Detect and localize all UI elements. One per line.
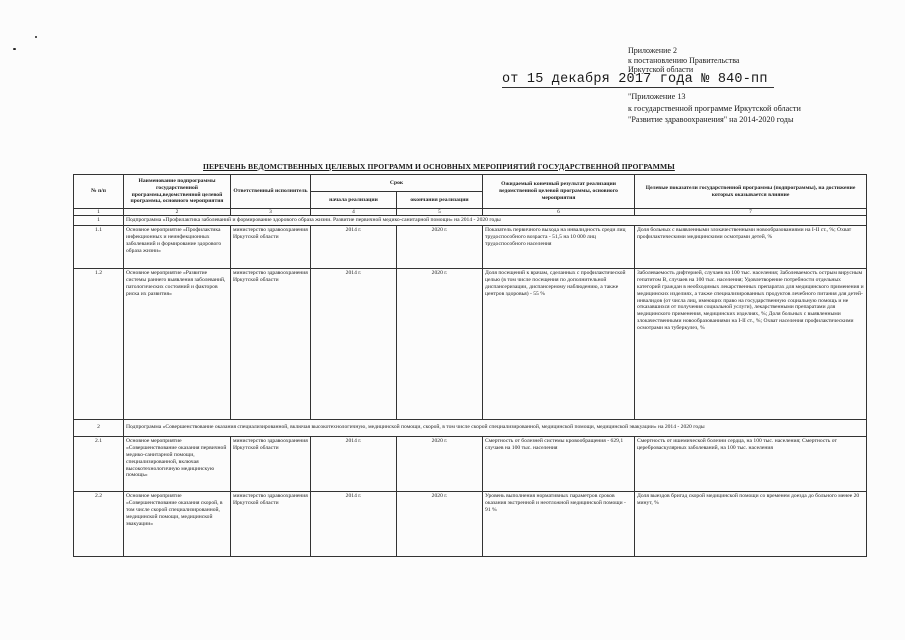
row-num: 2.2 xyxy=(74,491,124,556)
row-result: Показатель первичного выхода на инвалидность среди лиц трудоспособного возраста - 51,5 на 10 000 лиц трудоспособного населения xyxy=(483,225,635,268)
row-num: 1.1 xyxy=(74,225,124,268)
table-row xyxy=(74,436,867,491)
row-result: Доля посещений к врачам, сделанных с профилактической целью (в том числе посещения по дополнительной диспансеризации, диспансерному наблюдению, а также центров здоровья) - 55 % xyxy=(483,268,635,419)
col-number: 3 xyxy=(231,209,311,216)
header-name: Наименование подпрограммы государственной программы,ведомственной целевой программы, основного мероприятия xyxy=(124,175,231,209)
row-start: 2014 г. xyxy=(311,225,397,268)
appendix-line-2: к постановлению Правительства xyxy=(628,55,740,65)
subprogram-row xyxy=(74,216,867,226)
row-start: 2014 г. xyxy=(311,268,397,419)
subprogram-row xyxy=(74,419,867,436)
row-executor: министерство здравоохранения Иркутской области xyxy=(231,436,311,491)
row-start: 2014 г. xyxy=(311,491,397,556)
row-indicators: Смертность от ишемической болезни сердца, на 100 тыс. населения; Смертность от цереброваскулярных заболеваний, на 100 тыс. населения xyxy=(635,436,867,491)
header-num: № п/п xyxy=(74,175,124,209)
row-num: 2.1 xyxy=(74,436,124,491)
subprogram-title: Подпрограмма «Совершенствование оказания специализированной, включая высокотехнологичную, медицинской помощи, скорой, в том числе скорой специализированной, медицинской помощи, медицинской эвакуации» на 2014 - 2020 годы xyxy=(124,419,867,436)
subprogram-num: 1 xyxy=(74,216,124,226)
annex-line-1: "Приложение 13 xyxy=(628,92,686,101)
row-executor: министерство здравоохранения Иркутской области xyxy=(231,491,311,556)
row-end: 2020 г. xyxy=(397,225,483,268)
row-name: Основное мероприятие «Совершенствование оказания первичной медико-санитарной помощи, специализированной, включая высокотехнологичную медицинскую помощь» xyxy=(124,436,231,491)
subprogram-num: 2 xyxy=(74,419,124,436)
row-indicators: Доля выездов бригад скорой медицинской помощи со временем доезда до больного менее 20 минут, % xyxy=(635,491,867,556)
row-executor: министерство здравоохранения Иркутской области xyxy=(231,225,311,268)
row-indicators: Доля больных с выявленными злокачественными новообразованиями на I-II ст., %; Охват профилактическими медицинскими осмотрами детей, % xyxy=(635,225,867,268)
table-row xyxy=(74,491,867,556)
row-indicators: Заболеваемость дифтерией, случаев на 100 тыс. населения; Заболеваемость острым вирусным гепатитом В, случаев на 100 тыс. населения; Удовлетворение потребности отдельных категорий граждан в необходимых лекарственных препаратах для медицинского применения и медицинских изделиях, а также специализированных продуктов лечебного питания для детей-инвалидов (от числа лиц, имеющих право на государственную социальную помощь и не отказавшихся от получения социальной услуги), лекарственными препаратами для медицинского применения, медицинских изделиях, %; Доля больных с выявленными злокачественными новообразованиями на I-II ст., %; Охват населения профилактическими осмотрами на туберкулез, % xyxy=(635,268,867,419)
table-row xyxy=(74,268,867,419)
row-result: Уровень выполнения нормативных параметров сроков оказания экстренной и неотложной медицинской помощи - 91 % xyxy=(483,491,635,556)
appendix-line-1: Приложение 2 xyxy=(628,46,677,55)
row-num: 1.2 xyxy=(74,268,124,419)
row-result: Смертность от болезней системы кровообращения - 629,1 случаев на 100 тыс. населения xyxy=(483,436,635,491)
header-indicators: Целевые показатели государственной программы (подпрограммы), на достижение которых оказывается влияние xyxy=(635,175,867,209)
row-executor: министерство здравоохранения Иркутской области xyxy=(231,268,311,419)
document-title: ПЕРЕЧЕНЬ ВЕДОМСТВЕННЫХ ЦЕЛЕВЫХ ПРОГРАММ И ОСНОВНЫХ МЕРОПРИЯТИЙ ГОСУДАРСТВЕННОЙ ПРОГРАММЫ xyxy=(203,162,675,171)
annex-line-2: к государственной программе Иркутской области xyxy=(628,103,801,113)
row-start: 2014 г. xyxy=(311,436,397,491)
appendix-header xyxy=(628,46,739,75)
header-result: Ожидаемый конечный результат реализации ведомственной целевой программы, основного мероприятия xyxy=(483,175,635,209)
header-term: Срок xyxy=(311,175,483,192)
row-name: Основное мероприятие «Профилактика инфекционных и неинфекционных заболеваний и формирование здорового образа жизни» xyxy=(124,225,231,268)
col-number: 7 xyxy=(635,209,867,216)
header-end: окончания реализации xyxy=(397,192,483,209)
column-number-row xyxy=(74,209,867,216)
header-executor: Ответственный исполнитель xyxy=(231,175,311,209)
annex-header xyxy=(628,91,801,126)
col-number: 5 xyxy=(397,209,483,216)
row-end: 2020 г. xyxy=(397,436,483,491)
appendix-line-3: Иркутской области xyxy=(628,65,694,74)
decree-date-number: от 15 декабря 2017 года № 840-пп xyxy=(502,72,774,88)
row-end: 2020 г. xyxy=(397,268,483,419)
col-number: 6 xyxy=(483,209,635,216)
table-header-row xyxy=(74,175,867,192)
row-end: 2020 г. xyxy=(397,491,483,556)
annex-line-3: "Развитие здравоохранения" на 2014-2020 годы xyxy=(628,115,794,124)
col-number: 4 xyxy=(311,209,397,216)
col-number: 1 xyxy=(74,209,124,216)
row-name: Основное мероприятие «Совершенствование оказания скорой, в том числе скорой специализированной, медицинской помощи, медицинской эвакуации» xyxy=(124,491,231,556)
table-row xyxy=(74,225,867,268)
row-name: Основное мероприятие «Развитие системы раннего выявления заболеваний, патологических состояний и факторов риска их развития» xyxy=(124,268,231,419)
header-start: начала реализации xyxy=(311,192,397,209)
col-number: 2 xyxy=(124,209,231,216)
programs-table xyxy=(73,174,867,557)
subprogram-title: Подпрограмма «Профилактика заболеваний и формирование здорового образа жизни. Развитие первичной медико-санитарной помощи» на 2014 - 2020 годы xyxy=(124,216,867,226)
